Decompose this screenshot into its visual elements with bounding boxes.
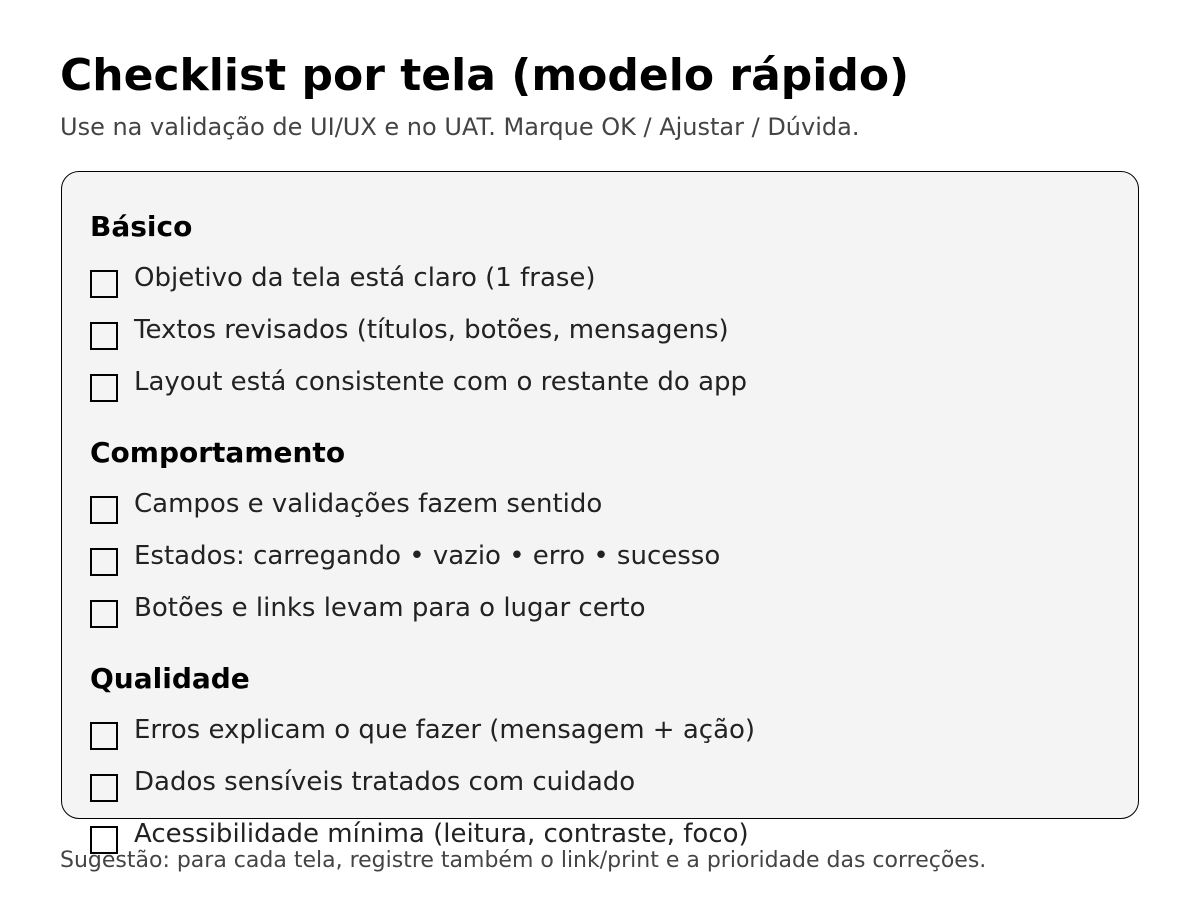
section-title-basico: Básico bbox=[90, 210, 193, 243]
section-title-comportamento: Comportamento bbox=[90, 436, 346, 469]
checklist-item-label: Dados sensíveis tratados com cuidado bbox=[134, 767, 636, 797]
checkbox[interactable] bbox=[90, 600, 118, 628]
checkbox[interactable] bbox=[90, 496, 118, 524]
checklist-item-label: Estados: carregando • vazio • erro • sucesso bbox=[134, 541, 721, 571]
page-title: Checklist por tela (modelo rápido) bbox=[60, 50, 910, 101]
checklist-item-label: Acessibilidade mínima (leitura, contraste, foco) bbox=[134, 819, 749, 849]
checklist-item-label: Campos e validações fazem sentido bbox=[134, 489, 603, 519]
checklist-item-label: Textos revisados (títulos, botões, mensagens) bbox=[134, 315, 729, 345]
checkbox[interactable] bbox=[90, 722, 118, 750]
checkbox[interactable] bbox=[90, 374, 118, 402]
checklist-item-label: Layout está consistente com o restante do app bbox=[134, 367, 748, 397]
checkbox[interactable] bbox=[90, 774, 118, 802]
checkbox[interactable] bbox=[90, 322, 118, 350]
checklist-item-label: Erros explicam o que fazer (mensagem + ação) bbox=[134, 715, 756, 745]
checkbox[interactable] bbox=[90, 548, 118, 576]
checkbox[interactable] bbox=[90, 270, 118, 298]
checklist-item-label: Objetivo da tela está claro (1 frase) bbox=[134, 263, 596, 293]
page-subtitle: Use na validação de UI/UX e no UAT. Marque OK / Ajustar / Dúvida. bbox=[60, 113, 860, 141]
footer-note: Sugestão: para cada tela, registre também o link/print e a prioridade das correções. bbox=[60, 848, 987, 873]
checklist-item-label: Botões e links levam para o lugar certo bbox=[134, 593, 646, 623]
section-title-qualidade: Qualidade bbox=[90, 662, 250, 695]
